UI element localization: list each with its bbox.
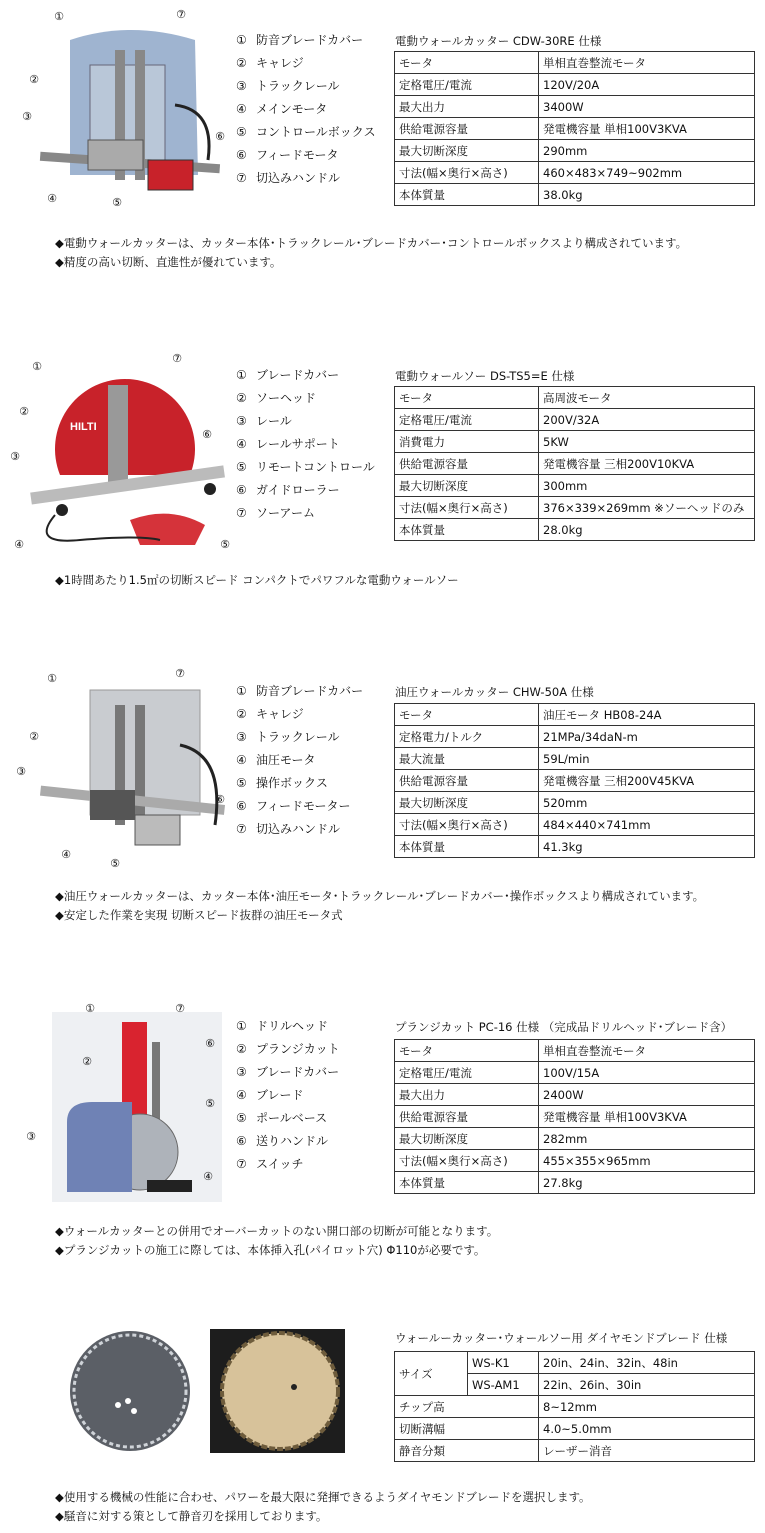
note: ◆プランジカットの施工に際しては、本体挿入孔(パイロット穴) Φ110が必要です。 (55, 1243, 486, 1257)
table-row: 静音分類 レーザー消音 (395, 1440, 755, 1462)
spec-table (394, 51, 755, 206)
blade-spec-table (394, 1351, 755, 1462)
table-row: 寸法(幅×奥行×高さ) 460×483×749~902mm (395, 162, 755, 184)
note: ◆精度の高い切断、直進性が優れています。 (55, 255, 282, 269)
spec-table (394, 703, 755, 858)
table-row: モータ 高周波モータ (395, 387, 755, 409)
parts-list (236, 364, 375, 525)
table-row: WS-AM1 22in、26in、30in (395, 1374, 755, 1396)
part-item: ⑦ 切込みハンドル (236, 171, 341, 185)
marker-1: ① (54, 10, 64, 23)
spec-table (394, 1039, 755, 1194)
marker-6: ⑥ (205, 1037, 215, 1050)
table-row: 最大切断深度 300mm (395, 475, 755, 497)
part-item: ① ブレードカバー (236, 368, 340, 382)
marker-4: ④ (203, 1170, 213, 1183)
marker-7: ⑦ (175, 667, 185, 680)
table-row: 消費電力 5KW (395, 431, 755, 453)
part-item: ③ レール (236, 414, 292, 428)
table-row: 供給電源容量 発電機容量 単相100V3KVA (395, 1106, 755, 1128)
part-item: ③ ブレードカバー (236, 1065, 340, 1079)
spec-title: 電動ウォールソー DS-TS5=E 仕様 (395, 369, 575, 383)
parts-list (236, 1015, 340, 1176)
table-row: 定格電圧/電流 100V/15A (395, 1062, 755, 1084)
marker-5: ⑤ (205, 1097, 215, 1110)
marker-3: ③ (16, 765, 26, 778)
table-row: 本体質量 27.8kg (395, 1172, 755, 1194)
note: ◆安定した作業を実現 切断スピード抜群の油圧モータ式 (55, 908, 343, 922)
part-item: ⑥ フィードモーター (236, 799, 351, 813)
part-item: ④ レールサポート (236, 437, 340, 451)
marker-5: ⑤ (112, 196, 122, 209)
part-item: ① 防音ブレードカバー (236, 684, 364, 698)
marker-7: ⑦ (176, 8, 186, 21)
part-item: ① 防音ブレードカバー (236, 33, 364, 47)
part-item: ⑥ フィードモータ (236, 148, 339, 162)
marker-3: ③ (26, 1130, 36, 1143)
spec-title: 油圧ウォールカッター CHW-50A 仕様 (395, 685, 594, 699)
table-row: モータ 油圧モータ HB08-24A (395, 704, 755, 726)
part-item: ⑤ 操作ボックス (236, 776, 328, 790)
note: ◆油圧ウォールカッターは、カッター本体･油圧モータ･トラックレール･ブレードカバー･操作ボックスより構成されています。 (55, 889, 705, 903)
part-item: ⑦ スイッチ (236, 1157, 304, 1171)
part-item: ② プランジカット (236, 1042, 340, 1056)
marker-7: ⑦ (175, 1002, 185, 1015)
spec-table (394, 386, 755, 541)
marker-6: ⑥ (215, 130, 225, 143)
table-row: 本体質量 28.0kg (395, 519, 755, 541)
table-row: 供給電源容量 発電機容量 三相200V10KVA (395, 453, 755, 475)
table-row: 寸法(幅×奥行×高さ) 376×339×269mm ※ソーヘッドのみ (395, 497, 755, 519)
marker-2: ② (29, 730, 39, 743)
marker-3: ③ (22, 110, 32, 123)
blade-photo-dark (62, 1329, 198, 1453)
table-row: サイズ WS-K1 20in、24in、32in、48in (395, 1352, 755, 1374)
table-row: 最大出力 3400W (395, 96, 755, 118)
marker-7: ⑦ (172, 352, 182, 365)
table-row: 本体質量 41.3kg (395, 836, 755, 858)
part-item: ② ソーヘッド (236, 391, 317, 405)
table-row: 最大出力 2400W (395, 1084, 755, 1106)
part-item: ⑦ 切込みハンドル (236, 822, 341, 836)
pc16-photo (52, 1012, 222, 1202)
marker-1: ① (85, 1002, 95, 1015)
parts-list (236, 29, 376, 190)
table-row: 寸法(幅×奥行×高さ) 455×355×965mm (395, 1150, 755, 1172)
table-row: 最大切断深度 290mm (395, 140, 755, 162)
marker-5: ⑤ (110, 857, 120, 870)
note: ◆騒音に対する策として静音刃を採用しております。 (55, 1509, 328, 1523)
part-item: ⑦ ソーアーム (236, 506, 316, 520)
marker-2: ② (82, 1055, 92, 1068)
part-item: ③ トラックレール (236, 79, 340, 93)
marker-6: ⑥ (215, 793, 225, 806)
marker-2: ② (19, 405, 29, 418)
table-row: 供給電源容量 発電機容量 単相100V3KVA (395, 118, 755, 140)
marker-5: ⑤ (220, 538, 230, 551)
note: ◆使用する機械の性能に合わせ、パワーを最大限に発揮できるようダイヤモンドブレードを選択します。 (55, 1490, 591, 1504)
table-row: チップ高 8~12mm (395, 1396, 755, 1418)
spec-title: プランジカット PC-16 仕様 （完成品ドリルヘッド･ブレード含） (395, 1020, 733, 1034)
marker-1: ① (32, 360, 42, 373)
table-row: 寸法(幅×奥行×高さ) 484×440×741mm (395, 814, 755, 836)
blade-photo-tan (210, 1329, 345, 1453)
marker-2: ② (29, 73, 39, 86)
part-item: ② キャレジ (236, 707, 304, 721)
marker-4: ④ (14, 538, 24, 551)
note: ◆1時間あたり1.5㎡の切断スピード コンパクトでパワフルな電動ウォールソー (55, 573, 459, 587)
table-row: モータ 単相直巻整流モータ (395, 1040, 755, 1062)
part-item: ② キャレジ (236, 56, 304, 70)
spec-title: 電動ウォールカッター CDW-30RE 仕様 (395, 34, 602, 48)
part-item: ③ トラックレール (236, 730, 340, 744)
table-row: 供給電源容量 発電機容量 三相200V45KVA (395, 770, 755, 792)
table-row: 最大流量 59L/min (395, 748, 755, 770)
marker-3: ③ (10, 450, 20, 463)
parts-list (236, 680, 363, 841)
cdw30re-photo (30, 10, 225, 210)
table-row: 最大切断深度 282mm (395, 1128, 755, 1150)
part-item: ⑤ コントロールボックス (236, 125, 376, 139)
table-row: 本体質量 38.0kg (395, 184, 755, 206)
part-item: ④ メインモータ (236, 102, 328, 116)
part-item: ⑥ 送りハンドル (236, 1134, 329, 1148)
part-item: ④ 油圧モータ (236, 753, 316, 767)
table-row: 切断溝幅 4.0~5.0mm (395, 1418, 755, 1440)
table-row: 最大切断深度 520mm (395, 792, 755, 814)
marker-6: ⑥ (202, 428, 212, 441)
part-item: ① ドリルヘッド (236, 1019, 329, 1033)
spec-title: ウォールーカッター･ウォールソー用 ダイヤモンドブレード 仕様 (395, 1331, 728, 1345)
note: ◆ウォールカッターとの併用でオーバーカットのない開口部の切断が可能となります。 (55, 1224, 499, 1238)
note: ◆電動ウォールカッターは、カッター本体･トラックレール･ブレードカバー･コントロールボックスより構成されています。 (55, 236, 688, 250)
part-item: ④ ブレード (236, 1088, 304, 1102)
table-row: 定格電圧/電流 200V/32A (395, 409, 755, 431)
table-row: 定格電圧/電流 120V/20A (395, 74, 755, 96)
svg-text:HILTI: HILTI (70, 421, 97, 433)
chw50a-photo (30, 675, 225, 870)
table-row: モータ 単相直巻整流モータ (395, 52, 755, 74)
part-item: ⑥ ガイドローラー (236, 483, 340, 497)
marker-4: ④ (61, 848, 71, 861)
marker-4: ④ (47, 192, 57, 205)
table-row: 定格電力/トルク 21MPa/34daN-m (395, 726, 755, 748)
dsts5e-photo (20, 355, 225, 550)
marker-1: ① (47, 672, 57, 685)
part-item: ⑤ ポールベース (236, 1111, 328, 1125)
part-item: ⑤ リモートコントロール (236, 460, 375, 474)
